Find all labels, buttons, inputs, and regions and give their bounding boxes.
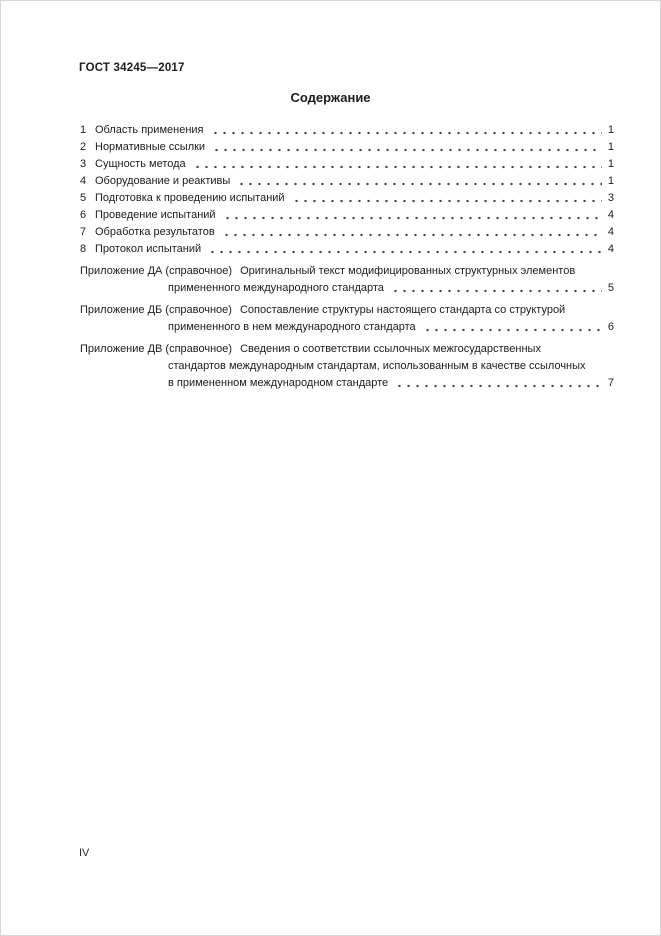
toc-item-page: 4	[607, 209, 614, 221]
appendix-text: примененного в нем международного стандарта	[168, 321, 416, 333]
appendix-last-line	[80, 375, 614, 392]
dot-leader	[237, 173, 602, 190]
appendix-text: Сопоставление структуры настоящего стандарта со структурой	[239, 304, 566, 316]
toc-item-number: 6	[80, 209, 87, 221]
toc-item-number: 8	[80, 243, 87, 255]
toc-item-label: Обработка результатов	[95, 226, 215, 238]
dot-leader	[223, 207, 602, 224]
toc-item-number: 5	[80, 192, 87, 204]
toc-item-number: 3	[80, 158, 87, 170]
page-title: Содержание	[290, 90, 371, 105]
toc-item-label: Протокол испытаний	[95, 243, 202, 255]
dot-leader	[193, 156, 602, 173]
toc-item-label: Оборудование и реактивы	[95, 175, 231, 187]
dot-leader	[208, 241, 602, 258]
toc-row	[80, 207, 614, 224]
appendix-text: в примененном международном стандарте	[168, 377, 389, 389]
toc-item-page: 7	[607, 377, 614, 389]
appendix-prefix: Приложение ДБ (справочное)	[80, 304, 232, 316]
appendix-prefix: Приложение ДА (справочное)	[80, 265, 233, 277]
appendix-first-line	[80, 302, 614, 319]
appendix-last-line	[80, 319, 614, 336]
appendix-text: примененного международного стандарта	[168, 282, 384, 294]
appendix-middle-line: стандартов международным стандартам, использованным в качестве ссылочных	[168, 360, 586, 372]
toc-item-number: 1	[80, 124, 87, 136]
toc-row	[80, 139, 614, 156]
toc-row	[80, 190, 614, 207]
toc-item-page: 3	[607, 192, 614, 204]
toc-item-label: Проведение испытаний	[95, 209, 216, 221]
appendix-text: Оригинальный текст модифицированных структурных элементов	[240, 265, 576, 277]
dot-leader	[395, 375, 602, 392]
toc-item-page: 1	[607, 158, 614, 170]
dot-leader	[292, 190, 602, 207]
document-number: ГОСТ 34245—2017	[79, 62, 185, 74]
toc-item-label: Подготовка к проведению испытаний	[95, 192, 285, 204]
toc-item-page: 1	[607, 141, 614, 153]
toc-item-page: 6	[607, 321, 614, 333]
appendix-text: Сведения о соответствии ссылочных межгосударственных	[240, 343, 541, 355]
toc-row	[80, 173, 614, 190]
toc-item-number: 2	[80, 141, 87, 153]
toc-item-page: 4	[607, 243, 614, 255]
dot-leader	[391, 280, 602, 297]
toc-item-label: Область применения	[95, 124, 204, 136]
appendix-prefix: Приложение ДВ (справочное)	[80, 343, 233, 355]
appendix-last-line	[80, 280, 614, 297]
page-number-footer: IV	[79, 847, 90, 859]
dot-leader	[212, 139, 602, 156]
dot-leader	[222, 224, 602, 241]
toc-row	[80, 122, 614, 139]
dot-leader	[423, 319, 602, 336]
appendix-entry	[80, 263, 614, 297]
appendix-first-line	[80, 341, 614, 358]
toc-row	[80, 224, 614, 241]
toc-item-page: 5	[607, 282, 614, 294]
appendix-first-line	[80, 263, 614, 280]
appendix-entry	[80, 341, 614, 392]
table-of-contents	[80, 122, 614, 392]
appendix-entry	[80, 302, 614, 336]
toc-item-number: 7	[80, 226, 87, 238]
dot-leader	[211, 122, 603, 139]
toc-item-number: 4	[80, 175, 87, 187]
toc-item-label: Сущность метода	[95, 158, 186, 170]
toc-item-page: 1	[607, 175, 614, 187]
toc-row	[80, 241, 614, 258]
toc-item-page: 4	[607, 226, 614, 238]
toc-item-page: 1	[607, 124, 614, 136]
toc-item-label: Нормативные ссылки	[95, 141, 206, 153]
toc-row	[80, 156, 614, 173]
